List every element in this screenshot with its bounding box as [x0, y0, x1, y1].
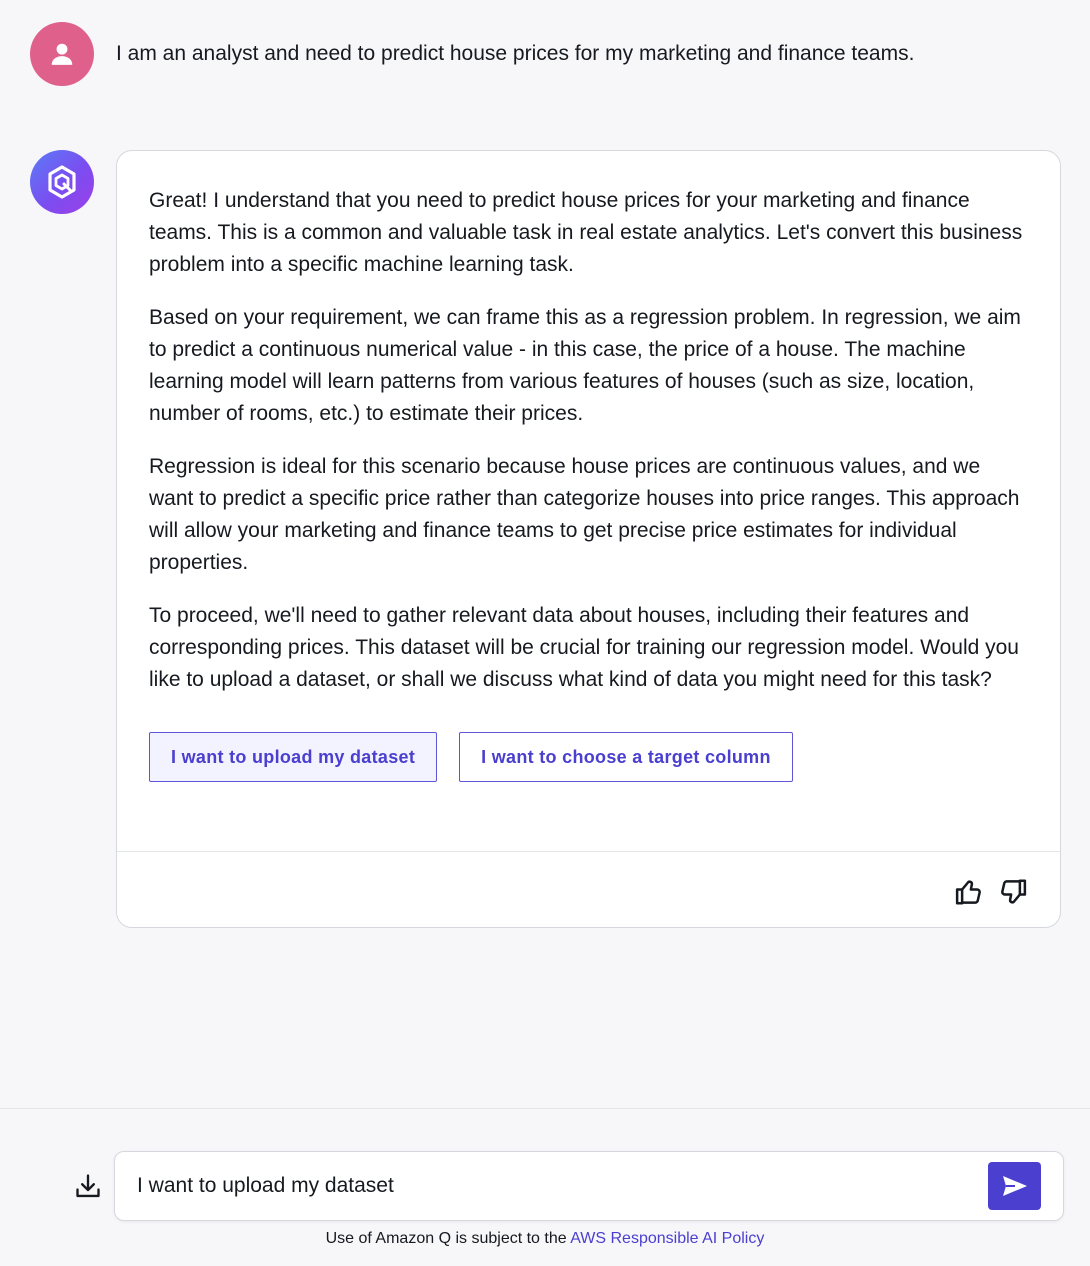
thumbs-up-icon[interactable]: [954, 877, 984, 907]
send-icon: [1001, 1174, 1029, 1198]
composer-divider: [0, 1108, 1090, 1109]
user-avatar: [30, 22, 94, 86]
feedback-controls: [954, 877, 1028, 907]
user-message-text: I am an analyst and need to predict house prices for my marketing and finance teams.: [116, 42, 915, 65]
send-button[interactable]: [988, 1162, 1041, 1210]
assistant-paragraph: To proceed, we'll need to gather relevant data about houses, including their features and corresponding prices. This dataset will be crucial for training our regression model. Would you like to upload a dataset, or shall we discuss what kind of data you might need for this task?: [149, 604, 1019, 691]
amazon-q-icon: [45, 164, 79, 200]
assistant-paragraph: Great! I understand that you need to predict house prices for your marketing and finance teams. This is a common and valuable task in real estate analytics. Let's convert this business problem into a specific machine learning task.: [149, 189, 1023, 276]
thumbs-down-icon[interactable]: [998, 877, 1028, 907]
chat-input[interactable]: [137, 1152, 977, 1220]
policy-link[interactable]: AWS Responsible AI Policy: [570, 1230, 765, 1247]
card-divider: [117, 851, 1060, 852]
download-icon[interactable]: [74, 1172, 102, 1200]
choose-target-column-button[interactable]: I want to choose a target column: [459, 732, 793, 782]
assistant-paragraph: Based on your requirement, we can frame this as a regression problem. In regression, we aim to predict a continuous numerical value - in this case, the price of a house. The machine learning model will learn patterns from various features of houses (such as size, location, number of rooms, etc.) to estimate their prices.: [149, 306, 1021, 425]
assistant-message-card: [116, 150, 1061, 928]
user-icon: [49, 41, 75, 67]
assistant-paragraph: Regression is ideal for this scenario because house prices are continuous values, and we want to predict a specific price rather than categorize houses into price ranges. This approach will allow your marketing and finance teams to get precise price estimates for individual properties.: [149, 455, 1020, 574]
policy-notice: [0, 1230, 1090, 1248]
chat-input-container: [114, 1151, 1064, 1221]
user-message: [30, 22, 914, 86]
policy-prefix: Use of Amazon Q is subject to the: [325, 1230, 567, 1247]
suggested-actions: [149, 732, 1028, 782]
upload-dataset-button[interactable]: I want to upload my dataset: [149, 732, 437, 782]
assistant-avatar: [30, 150, 94, 214]
